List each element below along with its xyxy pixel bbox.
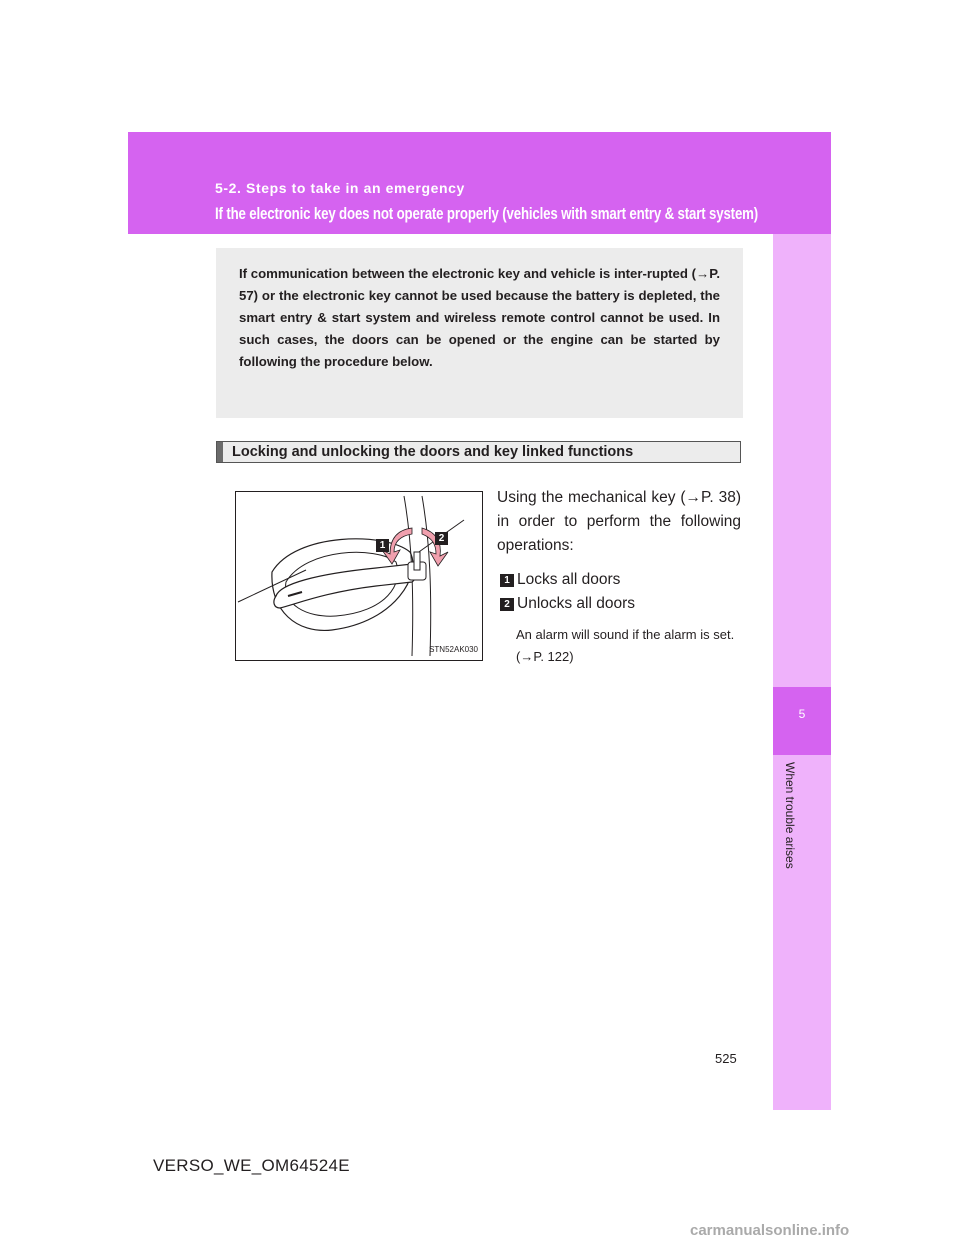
chapter-box[interactable] — [773, 687, 831, 755]
intro-text: If communication between the electronic key and vehicle is inter-rupted (→P. 57) or the electronic key cannot be used because the battery is depleted, the smart entry & start system and wireless remote control cannot be used. In such cases, the doors can be opened or the engine can be started by following the procedure below. — [239, 266, 720, 369]
instruction-text: Using the mechanical key (→P. 38) in order to perform the following operations: — [497, 489, 741, 554]
watermark[interactable]: carmanualsonline.info — [690, 1222, 850, 1239]
step-number-badge: 1 — [500, 574, 514, 587]
subsection-heading-bar — [216, 441, 741, 463]
section-label: 5-2. Steps to take in an emergency — [215, 180, 465, 196]
chapter-title: When trouble arises — [783, 762, 797, 869]
subsection-heading: Locking and unlocking the doors and key linked functions — [232, 444, 634, 460]
body-column — [497, 486, 741, 668]
step-number-badge: 2 — [500, 598, 514, 611]
step-item — [497, 568, 741, 592]
side-tab — [773, 234, 831, 1110]
document-code: VERSO_WE_OM64524E — [153, 1156, 350, 1175]
page-heading: If the electronic key does not operate properly (vehicles with smart entry & start system) — [215, 204, 759, 223]
door-handle-drawing — [236, 492, 482, 660]
intro-box — [216, 248, 743, 418]
step-text: Locks all doors — [517, 571, 621, 588]
page-number: 525 — [715, 1051, 737, 1066]
step-text: Unlocks all doors — [517, 595, 636, 612]
door-handle-illustration — [235, 491, 483, 661]
alarm-note: An alarm will sound if the alarm is set. (→P. 122) — [516, 627, 735, 664]
figure-code: STN52AK030 — [429, 645, 478, 654]
callout-2-badge: 2 — [435, 532, 448, 545]
subheading-accent — [217, 442, 223, 462]
callout-1-badge: 1 — [376, 539, 389, 552]
chapter-number: 5 — [798, 707, 806, 721]
step-item — [497, 592, 741, 616]
